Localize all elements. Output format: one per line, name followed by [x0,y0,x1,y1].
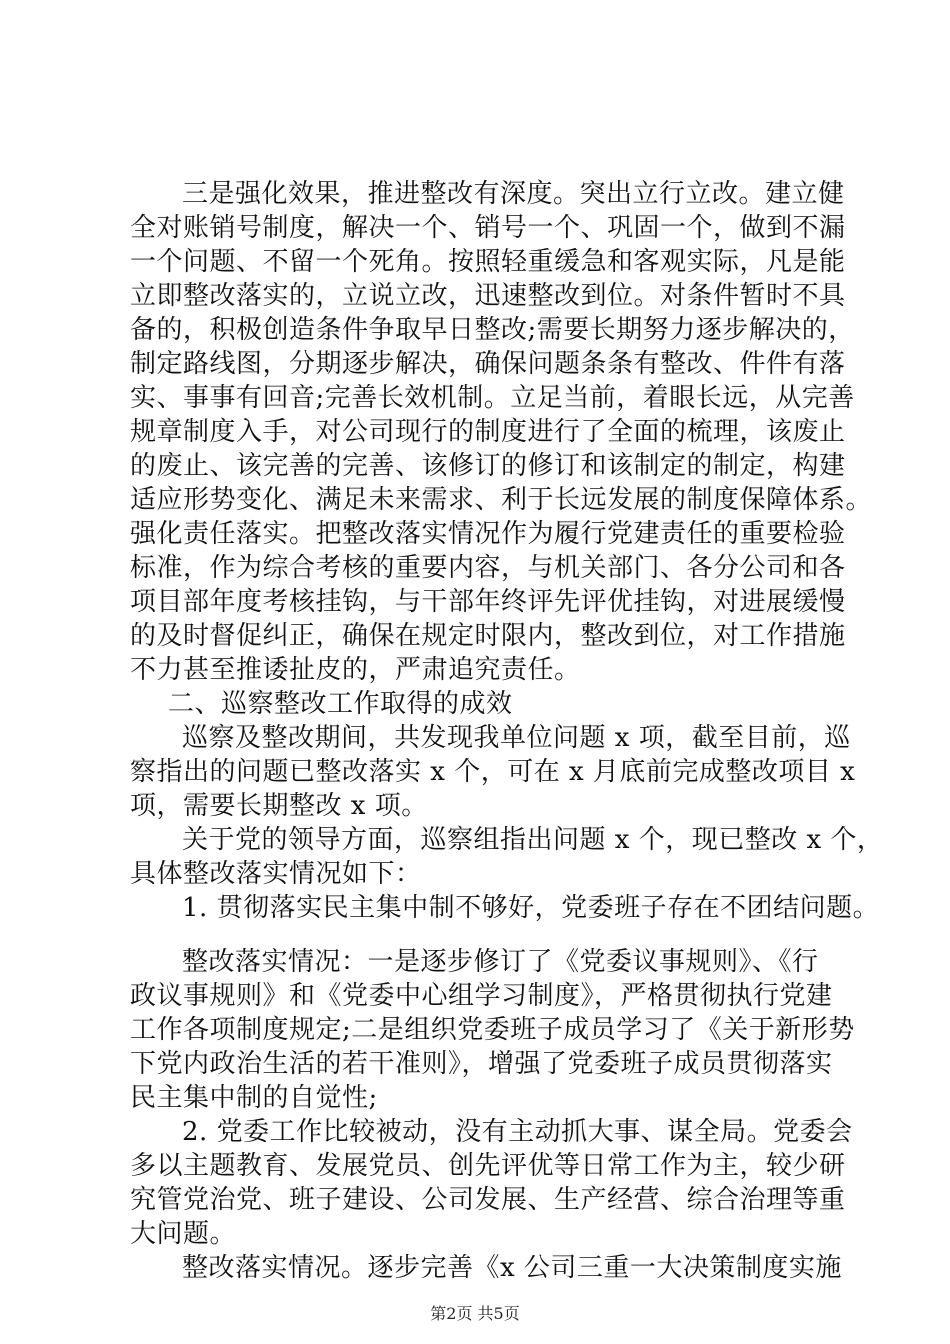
paragraph-line: 究管党治党、班子建设、公司发展、生产经营、综合治理等重 [130,1185,846,1215]
paragraph-line: 工作各项制度规定;二是组织党委班子成员学习了《关于新形势 [130,1015,855,1045]
paragraph-line: 实、事事有回音;完善长效机制。立足当前，着眼长远，从完善 [130,383,855,413]
paragraph-line: 项目部年度考核挂钩，与干部年终评先评优挂钩，对进展缓慢 [130,587,846,617]
paragraph-line: 察指出的问题已整改落实 x 个，可在 x 月底前完成整改项目 x [130,757,856,787]
paragraph-line: 下党内政治生活的若干准则》，增强了党委班子成员贯彻落实 [130,1049,833,1079]
paragraph-line: 民主集中制的自觉性; [130,1083,378,1113]
numbered-item: 2. 党委工作比较被动，没有主动抓大事、谋全局。党委会 [182,1117,853,1147]
paragraph-line: 一个问题、不留一个死角。按照轻重缓急和客观实际，凡是能 [130,247,846,277]
paragraph-line: 大问题。 [130,1219,237,1249]
paragraph-line: 立即整改落实的，立说立改，迅速整改到位。对条件暂时不具 [130,281,846,311]
numbered-item: 1. 贯彻落实民主集中制不够好，党委班子存在不团结问题。 [182,893,880,923]
paragraph-line: 具体整改落实情况如下： [130,859,422,889]
paragraph-line: 多以主题教育、发展党员、创先评优等日常工作为主，较少研 [130,1151,846,1181]
paragraph-line: 全对账销号制度，解决一个、销号一个、巩固一个，做到不漏 [130,213,846,243]
paragraph-line: 的及时督促纠正，确保在规定时限内，整改到位，对工作措施 [130,621,846,651]
paragraph-line: 适应形势变化、满足未来需求、利于长远发展的制度保障体系。 [130,485,873,515]
paragraph-line: 强化责任落实。把整改落实情况作为履行党建责任的重要检验 [130,519,846,549]
page-footer: 第2页 共5页 [430,1304,520,1323]
paragraph-line: 三是强化效果，推进整改有深度。突出立行立改。建立健 [182,179,845,209]
paragraph-line: 不力甚至推诿扯皮的，严肃追究责任。 [130,655,581,685]
paragraph-line: 巡察及整改期间，共发现我单位问题 x 项，截至目前，巡 [182,723,851,753]
section-heading: 二、巡察整改工作取得的成效 [168,689,513,719]
paragraph-line: 政议事规则》和《党委中心组学习制度》，严格贯彻执行党建 [130,981,833,1011]
paragraph-line: 的废止、该完善的完善、该修订的修订和该制定的制定，构建 [130,451,846,481]
paragraph-line: 制定路线图，分期逐步解决，确保问题条条有整改、件件有落 [130,349,846,379]
paragraph-line: 标准，作为综合考核的重要内容，与机关部门、各分公司和各 [130,553,846,583]
paragraph-line: 关于党的领导方面，巡察组指出问题 x 个，现已整改 x 个， [182,825,884,855]
paragraph-line: 整改落实情况。逐步完善《x 公司三重一大决策制度实施 [182,1253,842,1283]
paragraph-line: 备的，积极创造条件争取早日整改;需要长期努力逐步解决的， [130,315,855,345]
paragraph-line: 规章制度入手，对公司现行的制度进行了全面的梳理，该废止 [130,417,846,447]
paragraph-line: 整改落实情况：一是逐步修订了《党委议事规则》、《行 [182,947,819,977]
paragraph-line: 项，需要长期整改 x 项。 [130,791,428,821]
